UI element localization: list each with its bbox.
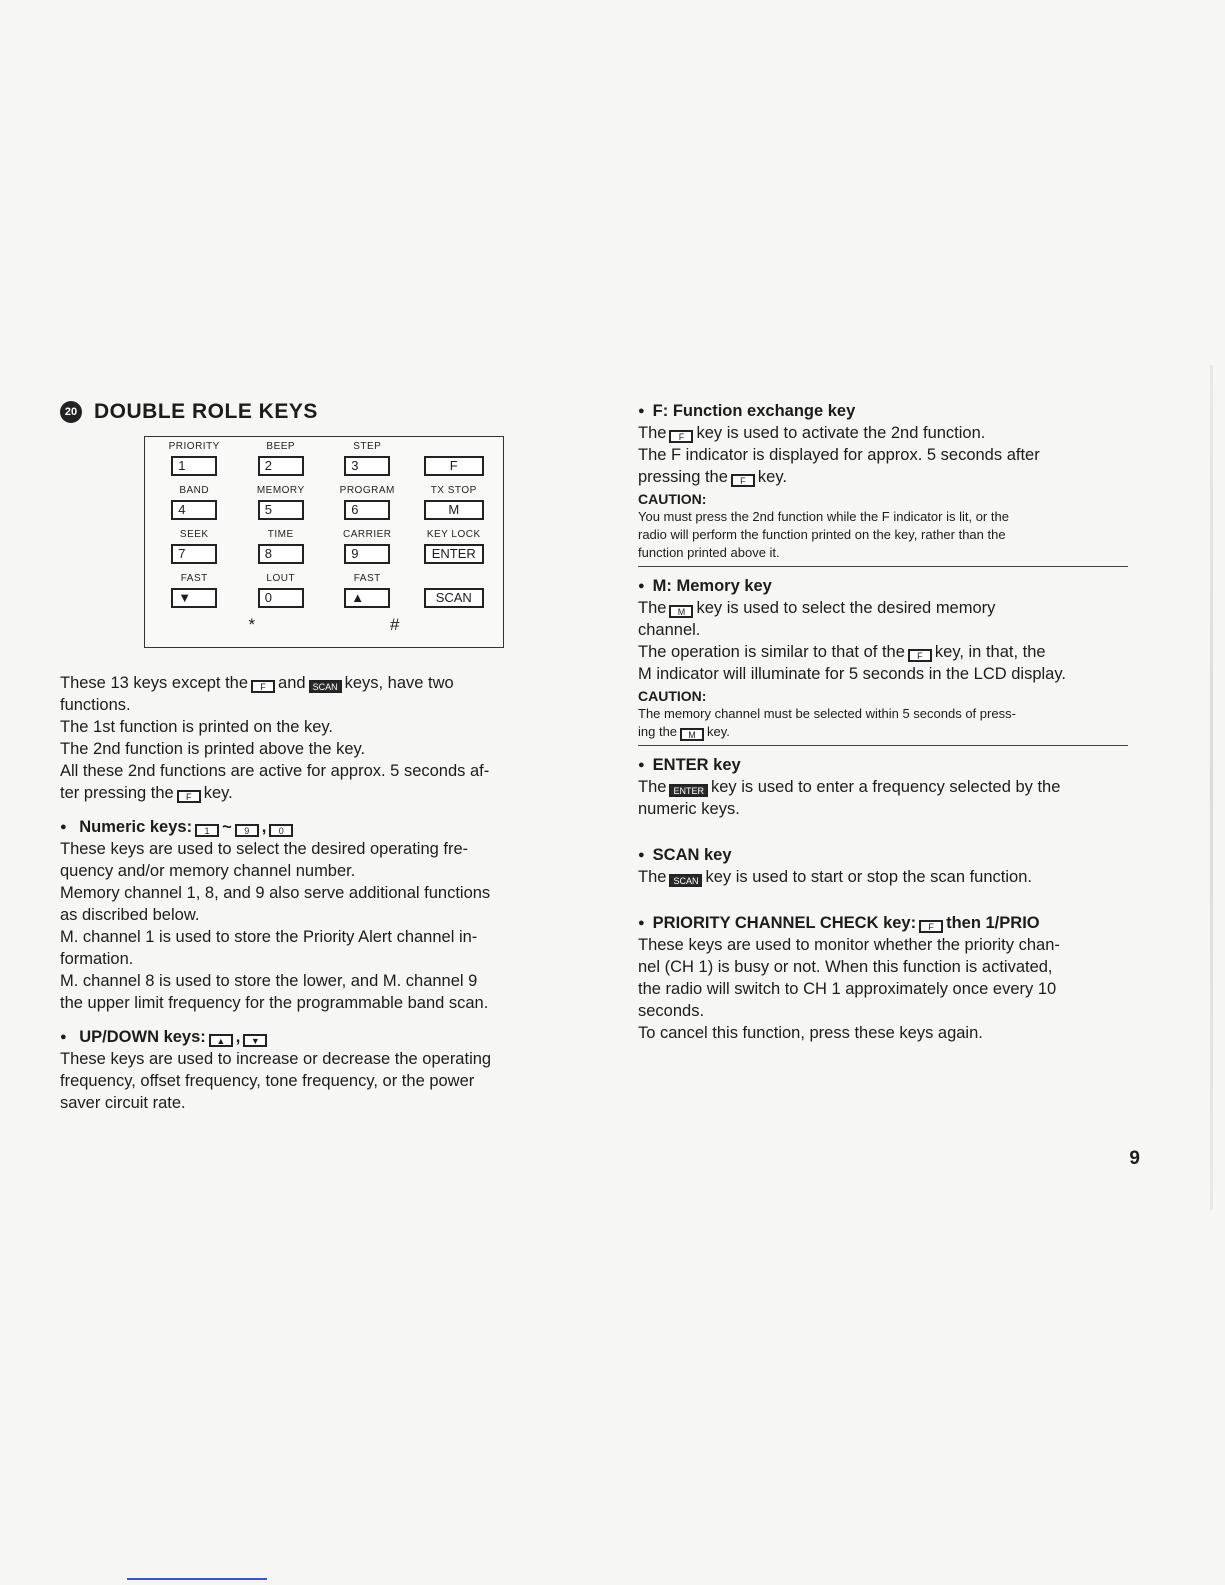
m-line-4: M indicator will illuminate for 5 seconds in the LCD display. xyxy=(638,665,1066,683)
enter-line-1: The ENTER key is used to enter a frequency selected by the xyxy=(638,778,1061,796)
scan-key-icon: SCAN xyxy=(669,874,702,887)
m-key-icon: M xyxy=(680,728,704,741)
numeric-line: M. channel 8 is used to store the lower, and M. channel 9 xyxy=(60,972,478,990)
keypad-key: 9 xyxy=(344,544,390,564)
keypad-second-function-label: FAST xyxy=(180,573,208,584)
keypad-cell xyxy=(411,441,498,485)
intro-line-1: These 13 keys except the F and SCAN keys, have two xyxy=(60,674,454,692)
keypad-cell xyxy=(324,573,411,617)
bottom-mark xyxy=(127,1578,267,1580)
keypad-second-function-label: TX STOP xyxy=(430,485,477,496)
f-line-1: The F key is used to activate the 2nd function. xyxy=(638,424,986,442)
numeric-line: the upper limit frequency for the programmable band scan. xyxy=(60,994,489,1012)
f-line-2: The F indicator is displayed for approx. 5 seconds after xyxy=(638,446,1040,464)
keypad-key: F xyxy=(424,456,484,476)
asterisk-symbol: * xyxy=(248,615,256,634)
keypad-key: ▼ xyxy=(171,588,217,608)
priority-line: These keys are used to monitor whether the priority chan- xyxy=(638,936,1060,954)
enter-key-icon: ENTER xyxy=(669,784,708,797)
section-header xyxy=(60,400,550,424)
keypad-cell xyxy=(151,573,238,617)
m-line-1: The M key is used to select the desired memory xyxy=(638,599,996,617)
keypad-cell xyxy=(151,529,238,573)
priority-line: To cancel this function, press these keys again. xyxy=(638,1024,983,1042)
m-caution-line: The memory channel must be selected within 5 seconds of press- xyxy=(638,706,1016,721)
up-key-icon: ▲ xyxy=(209,1034,233,1047)
keypad-second-function-label: BAND xyxy=(179,485,210,496)
f-caution-label: CAUTION: xyxy=(638,491,707,507)
m-caution-line: ing the M key. xyxy=(638,724,730,740)
f-key-icon: F xyxy=(177,790,201,803)
keypad-second-function-label: PROGRAM xyxy=(339,485,395,496)
numeric-line: These keys are used to select the desired operating fre- xyxy=(60,840,469,858)
f-key-icon: F xyxy=(731,474,755,487)
priority-line: the radio will switch to CH 1 approximately once every 10 xyxy=(638,980,1057,998)
intro-line-6: ter pressing the F key. xyxy=(60,784,233,802)
divider xyxy=(638,566,1128,567)
keypad-key: 0 xyxy=(258,588,304,608)
left-column xyxy=(60,400,550,1114)
keypad-cell xyxy=(324,485,411,529)
updown-keys-heading: ● UP/DOWN keys: ▲ , ▼ xyxy=(60,1026,550,1048)
keypad-second-function-label: MEMORY xyxy=(256,485,305,496)
keypad-second-function-label: BEEP xyxy=(266,441,296,452)
keypad-second-function-label: TIME xyxy=(267,529,294,540)
keypad-second-function-label: LOUT xyxy=(266,573,296,584)
key-0-icon: 0 xyxy=(269,824,293,837)
f-key-heading: ● F: Function exchange key xyxy=(638,400,1128,422)
keypad-key: SCAN xyxy=(424,588,484,608)
m-line-2: channel. xyxy=(638,621,701,639)
numeric-line: formation. xyxy=(60,950,134,968)
keypad-key: 7 xyxy=(171,544,217,564)
keypad-second-function-label: KEY LOCK xyxy=(426,529,481,540)
keypad-cell xyxy=(238,441,325,485)
f-key-icon: F xyxy=(919,920,943,933)
scan-key-heading: ● SCAN key xyxy=(638,844,1128,866)
keypad-second-function-label: FAST xyxy=(353,573,381,584)
f-line-3: pressing the F key. xyxy=(638,468,787,486)
f-key-icon: F xyxy=(669,430,693,443)
down-key-icon: ▼ xyxy=(243,1034,267,1047)
keypad-cell xyxy=(151,485,238,529)
divider xyxy=(638,745,1128,746)
keypad-below-symbols xyxy=(145,615,503,635)
enter-key-heading: ● ENTER key xyxy=(638,754,1128,776)
keypad-cell xyxy=(151,441,238,485)
scan-line-1: The SCAN key is used to start or stop the scan function. xyxy=(638,868,1032,886)
keypad-key: ▲ xyxy=(344,588,390,608)
updown-line: saver circuit rate. xyxy=(60,1094,186,1112)
keypad-cell xyxy=(411,529,498,573)
keypad-cell xyxy=(324,441,411,485)
keypad-key: 4 xyxy=(171,500,217,520)
f-caution-line: function printed above it. xyxy=(638,545,780,560)
key-9-icon: 9 xyxy=(235,824,259,837)
keypad-cell xyxy=(411,573,498,617)
keypad-key: 6 xyxy=(344,500,390,520)
intro-line-2: functions. xyxy=(60,696,131,714)
f-key-icon: F xyxy=(908,649,932,662)
keypad-key: 8 xyxy=(258,544,304,564)
right-column xyxy=(638,400,1128,1044)
keypad-diagram xyxy=(144,436,504,648)
keypad-key: 5 xyxy=(258,500,304,520)
intro-line-5: All these 2nd functions are active for approx. 5 seconds af- xyxy=(60,762,490,780)
scan-edge-shadow xyxy=(1210,365,1213,1210)
m-caution-label: CAUTION: xyxy=(638,688,707,704)
section-number-badge: 20 xyxy=(60,401,82,423)
updown-line: frequency, offset frequency, tone frequency, or the power xyxy=(60,1072,475,1090)
m-key-icon: M xyxy=(669,605,693,618)
priority-line: nel (CH 1) is busy or not. When this function is activated, xyxy=(638,958,1053,976)
intro-line-3: The 1st function is printed on the key. xyxy=(60,718,334,736)
keypad-second-function-label: CARRIER xyxy=(342,529,392,540)
enter-line-2: numeric keys. xyxy=(638,800,740,818)
keypad-key: 1 xyxy=(171,456,217,476)
keypad-cell xyxy=(238,485,325,529)
keypad-second-function-label: STEP xyxy=(353,441,382,452)
numeric-line: quency and/or memory channel number. xyxy=(60,862,356,880)
numeric-line: as discribed below. xyxy=(60,906,200,924)
keypad-second-function-label: SEEK xyxy=(179,529,209,540)
numeric-line: Memory channel 1, 8, and 9 also serve additional functions xyxy=(60,884,491,902)
intro-line-4: The 2nd function is printed above the key. xyxy=(60,740,366,758)
m-line-3: The operation is similar to that of the F key, in that, the xyxy=(638,643,1046,661)
keypad-cell xyxy=(238,573,325,617)
keypad-cell xyxy=(238,529,325,573)
priority-heading: ● PRIORITY CHANNEL CHECK key: F then 1/PRIO xyxy=(638,912,1128,934)
hash-symbol: # xyxy=(390,615,400,634)
key-1-icon: 1 xyxy=(195,824,219,837)
f-key-icon: F xyxy=(251,680,275,693)
m-key-heading: ● M: Memory key xyxy=(638,575,1128,597)
updown-line: These keys are used to increase or decrease the operating xyxy=(60,1050,492,1068)
keypad-cell xyxy=(411,485,498,529)
keypad-key: ENTER xyxy=(424,544,484,564)
f-caution-line: radio will perform the function printed on the key, rather than the xyxy=(638,527,1006,542)
section-title: DOUBLE ROLE KEYS xyxy=(94,400,318,423)
keypad-key: 2 xyxy=(258,456,304,476)
keypad-key: 3 xyxy=(344,456,390,476)
scan-key-icon: SCAN xyxy=(309,680,342,693)
page-number: 9 xyxy=(1129,1148,1140,1169)
keypad-cell xyxy=(324,529,411,573)
keypad-key: M xyxy=(424,500,484,520)
numeric-line: M. channel 1 is used to store the Priority Alert channel in- xyxy=(60,928,478,946)
f-caution-line: You must press the 2nd function while the F indicator is lit, or the xyxy=(638,509,1009,524)
keypad-second-function-label: PRIORITY xyxy=(168,441,220,452)
numeric-keys-heading: ● Numeric keys: 1 ~ 9 , 0 xyxy=(60,816,550,838)
keypad-grid xyxy=(145,437,503,621)
priority-line: seconds. xyxy=(638,1002,705,1020)
